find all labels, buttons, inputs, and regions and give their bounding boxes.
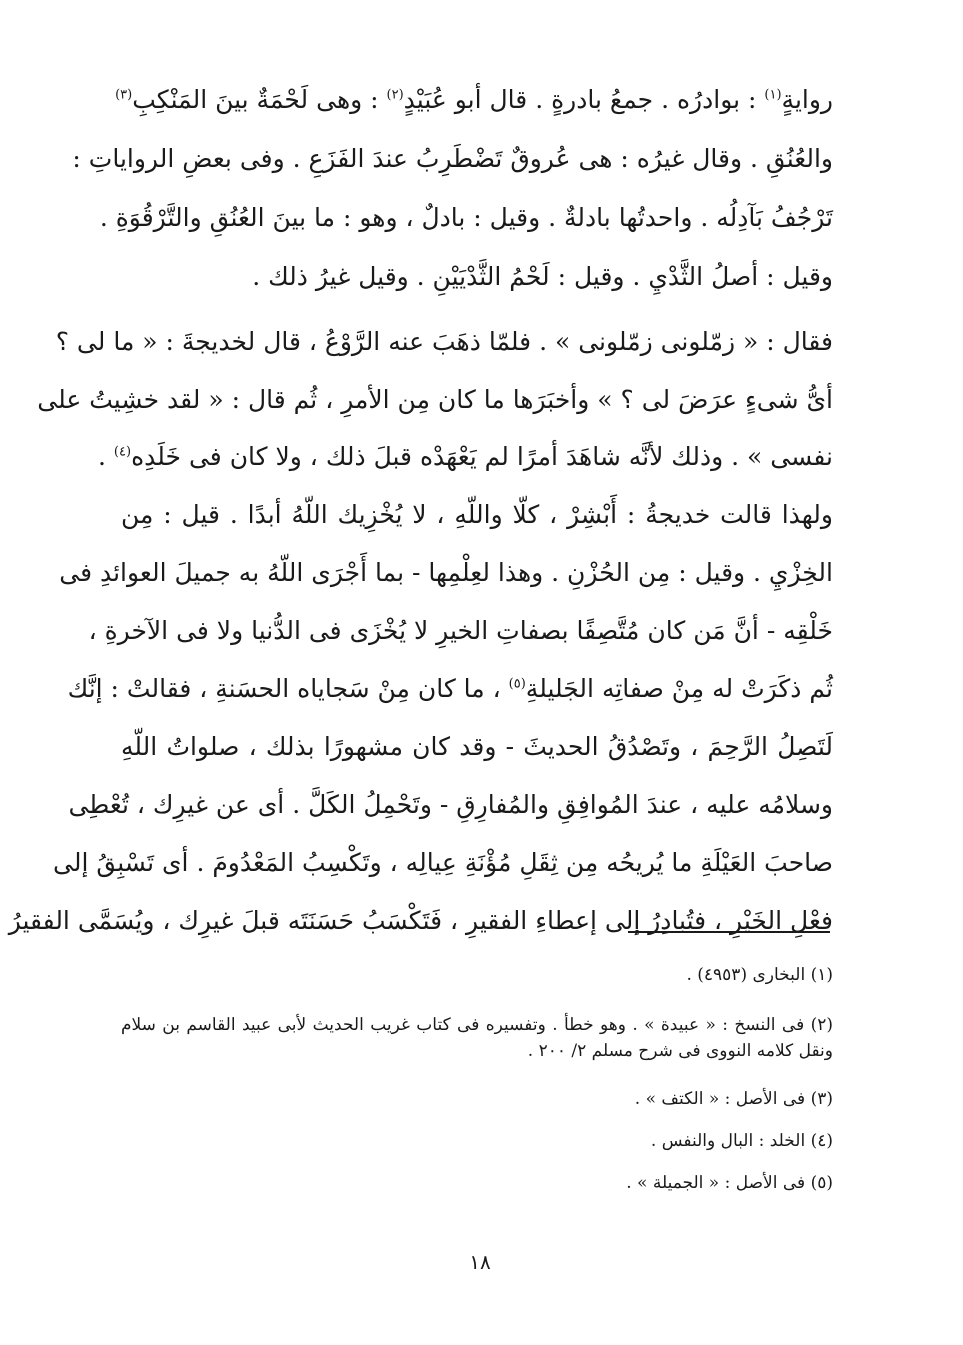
body-line: ولهذا قالت خديجةُ : أَبْشِرْ ، كلّا واللّهِ ، لا يُخْزِيك اللّهُ أبدًا . قيل : مِن [121,500,833,529]
footnote-separator [628,931,830,933]
footnote-3: (٣) فى الأصل : « الكتف » . [634,1089,833,1109]
body-line: أىُّ شىءٍ عرَضَ لى ؟ » وأخبَرَها ما كان مِن الأمرِ ، ثُم قال : « لقد خشِيتُ على [37,385,833,414]
body-line: ثُم ذكَرَتْ له مِنْ صفاتِه الجَليلةِ$^{(٥)}$ ، ما كان مِنْ سَجاياه الحسَنةِ ، فقالتْ : إنَّك [67,674,833,703]
body-line: وسلامُه عليه ، عندَ المُوافِقِ والمُفارِقِ - وتَحْمِلُ الكَلَّ . أى عن غيرِك ، تُعْطِى [68,790,833,819]
body-line: روايةٍ$^{(١)}$ : بوادرُه . جمعُ بادرةٍ . قال أبو عُبَيْدٍ$^{(٢)}$ : وهى لَحْمَةٌ بينَ المَنْكِبِ$^{(٣)}$ [115,85,833,114]
footnote-5: (٥) فى الأصل : « الجميلة » . [626,1173,833,1193]
body-line: تَرْجُفُ بَآدِلُه . واحدتُها بادلةٌ . وقيل : بادلٌ ، وهو : ما بينَ العُنُقِ والتَّرْقُوَةِ . [99,203,833,232]
footnote-4: (٤) الخلد : البال والنفس . [650,1131,833,1151]
body-line: لَتَصِلُ الرَّحِمَ ، وتَصْدُقُ الحديثَ - وقد كان مشهورًا بذلك ، صلواتُ اللّهِ [121,732,833,761]
body-line: والعُنُقِ . وقال غيرُه : هى عُروقٌ تَضْطَرِبُ عندَ الفَزَعِ . وفى بعضِ الرواياتِ : [72,144,833,173]
footnote-marker: (١) [764,87,782,103]
body-line: نفسى » . وذلك لأنَّه شاهَدَ أمرًا لم يَعْهَدْه قبلَ ذلك ، ولا كان فى خَلَدِه$^{(٤)}$ . [98,442,833,471]
footnote-marker: (٣) [115,87,133,103]
body-line: صاحبَ العَيْلَةِ ما يُريحُه مِن ثِقَلِ مُؤْنَةِ عِيالِه ، وتَكْسِبُ المَعْدُومَ . أى تَسْبِقُ إلى [53,848,833,877]
footnote-marker: (٢) [386,87,404,103]
footnote-2: (٢) فى النسخ : « عبيدة » . وهو خطأ . وتفسيره فى كتاب غريب الحديث لأبى عبيد القاسم بن سلام ونقل كلامه النووى فى شرح مسلم ٢/ ٢٠٠ . [121,1015,833,1061]
body-line: الخِزْيِ . وقيل : مِن الحُزْنِ . وهذا لعِلْمِها - بما أَجْرَى اللّهُ به جميلَ العوائدِ فى [59,558,833,587]
footnote-marker: (٤) [113,444,132,460]
page-number: ١٨ [469,1250,491,1274]
footnote-marker: (٥) [508,676,526,692]
footnote-1: (١) البخارى (٤٩٥٣) . [686,965,833,985]
body-line: وقيل : أصلُ الثَّدْيِ . وقيل : لَحْمُ الثَّدْيَيْنِ . وقيل غيرُ ذلك . [252,262,833,291]
body-line: فعْلِ الخَيْرِ ، فتُبادِرُ إلى إعطاءِ الفقيرِ ، فَتَكْسَبُ حَسَنَتَه قبلَ غيرِك ، ويُسَمَّى الفقيرُ [8,906,833,935]
body-line: خَلْقِه - أنَّ مَن كان مُتَّصِفًا بصفاتِ الخيرِ لا يُخْزَى فى الدُّنيا ولا فى الآخرةِ ، [88,616,833,645]
body-line: فقال : « زمّلونى زمّلونى » . فلمّا ذهَبَ عنه الرَّوْعُ ، قال لخديجةَ : « ما لى ؟ [55,327,833,356]
